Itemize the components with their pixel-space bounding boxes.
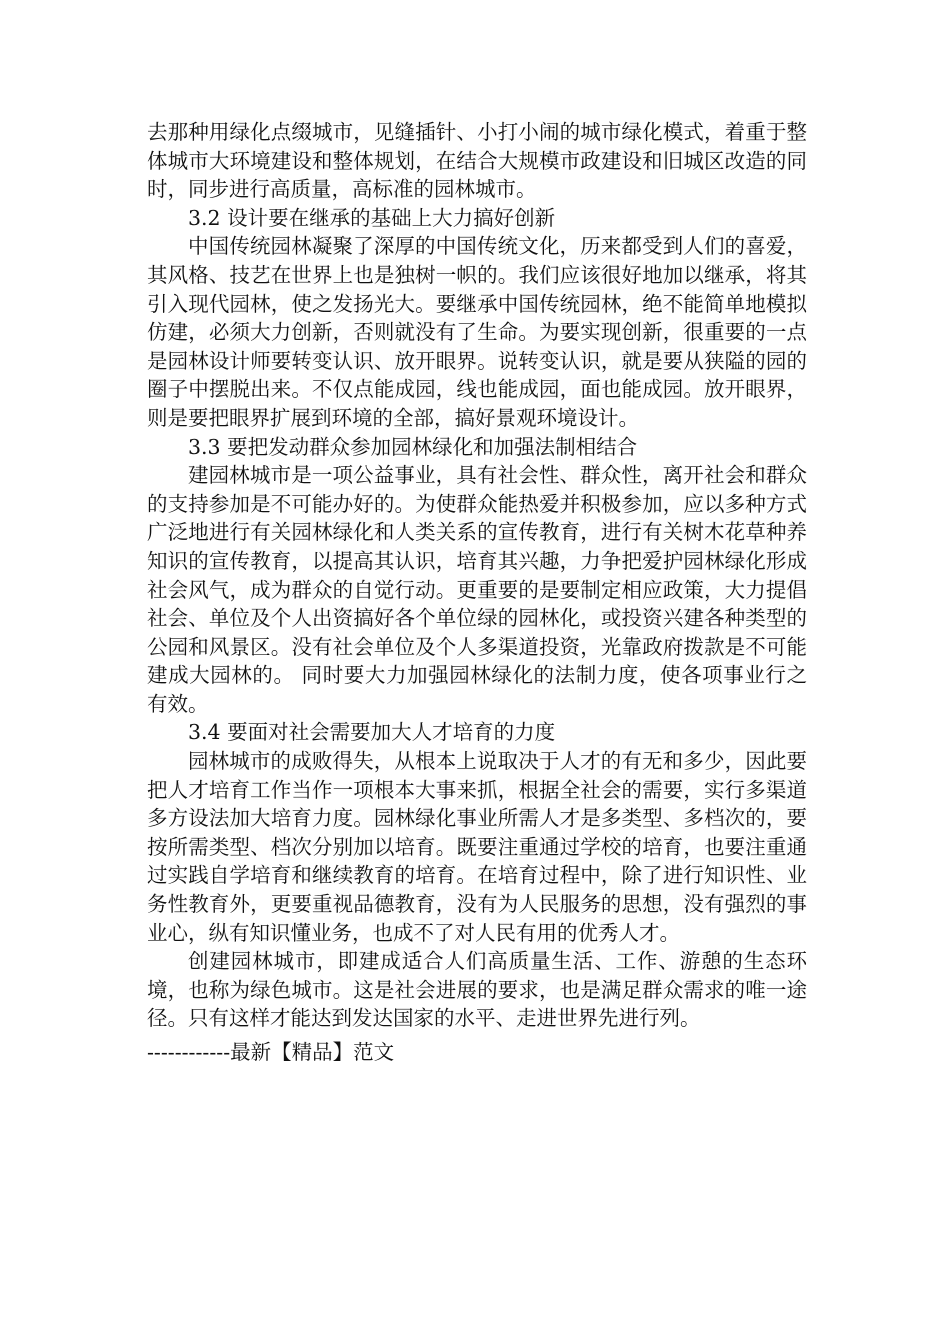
paragraph-public-participation: 建园林城市是一项公益事业，具有社会性、群众性，离开社会和群众的支持参加是不可能办好的。为使群众能热爱并积极参加，应以多种方式广泛地进行有关园林绿化和人类关系的宣传教育，进行有关树木花草种养知识的宣传教育，以提高其认识，培育其兴趣，力争把爱护园林绿化形成社会风气，成为群众的自觉行动。更重要的是要制定相应政策，大力提倡社会、单位及个人出资搞好各个单位绿的园林化，或投资兴建各种类型的公园和风景区。没有社会单位及个人多渠道投资，光靠政府拨款是不可能建成大园林的。 同时要大力加强园林绿化的法制力度，使各项事业行之有效。	[147, 463, 807, 716]
paragraph-talent-cultivation: 园林城市的成败得失，从根本上说取决于人才的有无和多少，因此要把人才培育工作当作一项根本大事来抓，根据全社会的需要，实行多渠道多方设法加大培育力度。园林绿化事业所需人才是多类型、多档次的，要按所需类型、档次分别加以培育。既要注重通过学校的培育，也要注重通过实践自学培育和继续教育的培育。在培育过程中，除了进行知识性、业务性教育外，更要重视品德教育，没有为人民服务的思想，没有强烈的事业心，纵有知识懂业务，也成不了对人民有用的优秀人才。	[147, 749, 807, 945]
section-heading-3-3: 3.3 要把发动群众参加园林绿化和加强法制相结合	[188, 434, 638, 459]
section-heading-3-4: 3.4 要面对社会需要加大人才培育的力度	[188, 720, 556, 745]
section-heading-3-2: 3.2 设计要在继承的基础上大力搞好创新	[188, 205, 556, 230]
paragraph-innovation: 中国传统园林凝聚了深厚的中国传统文化，历来都受到人们的喜爱，其风格、技艺在世界上也是独树一帜的。我们应该很好地加以继承，将其引入现代园林，使之发扬光大。要继承中国传统园林，绝不能简单地模拟仿建，必须大力创新，否则就没有了生命。为要实现创新，很重要的一点是园林设计师要转变认识、放开眼界。说转变认识，就是要从狭隘的园的圈子中摆脱出来。不仅点能成园，线也能成园，面也能成园。放开眼界，则是要把眼界扩展到环境的全部，搞好景观环境设计。	[147, 234, 807, 430]
paragraph-continuation: 去那种用绿化点缀城市，见缝插针、小打小闹的城市绿化模式，着重于整体城市大环境建设和整体规划，在结合大规模市政建设和旧城区改造的同时，同步进行高质量，高标准的园林城市。	[147, 120, 807, 202]
document-body	[147, 118, 807, 1033]
paragraph-conclusion: 创建园林城市，即建成适合人们高质量生活、工作、游憩的生态环境，也称为绿色城市。这是社会进展的要求，也是满足群众需求的唯一途径。只有这样才能达到发达国家的水平、走进世界先进行列。	[147, 949, 807, 1031]
page-footer: ------------最新【精品】范文	[147, 1040, 395, 1064]
